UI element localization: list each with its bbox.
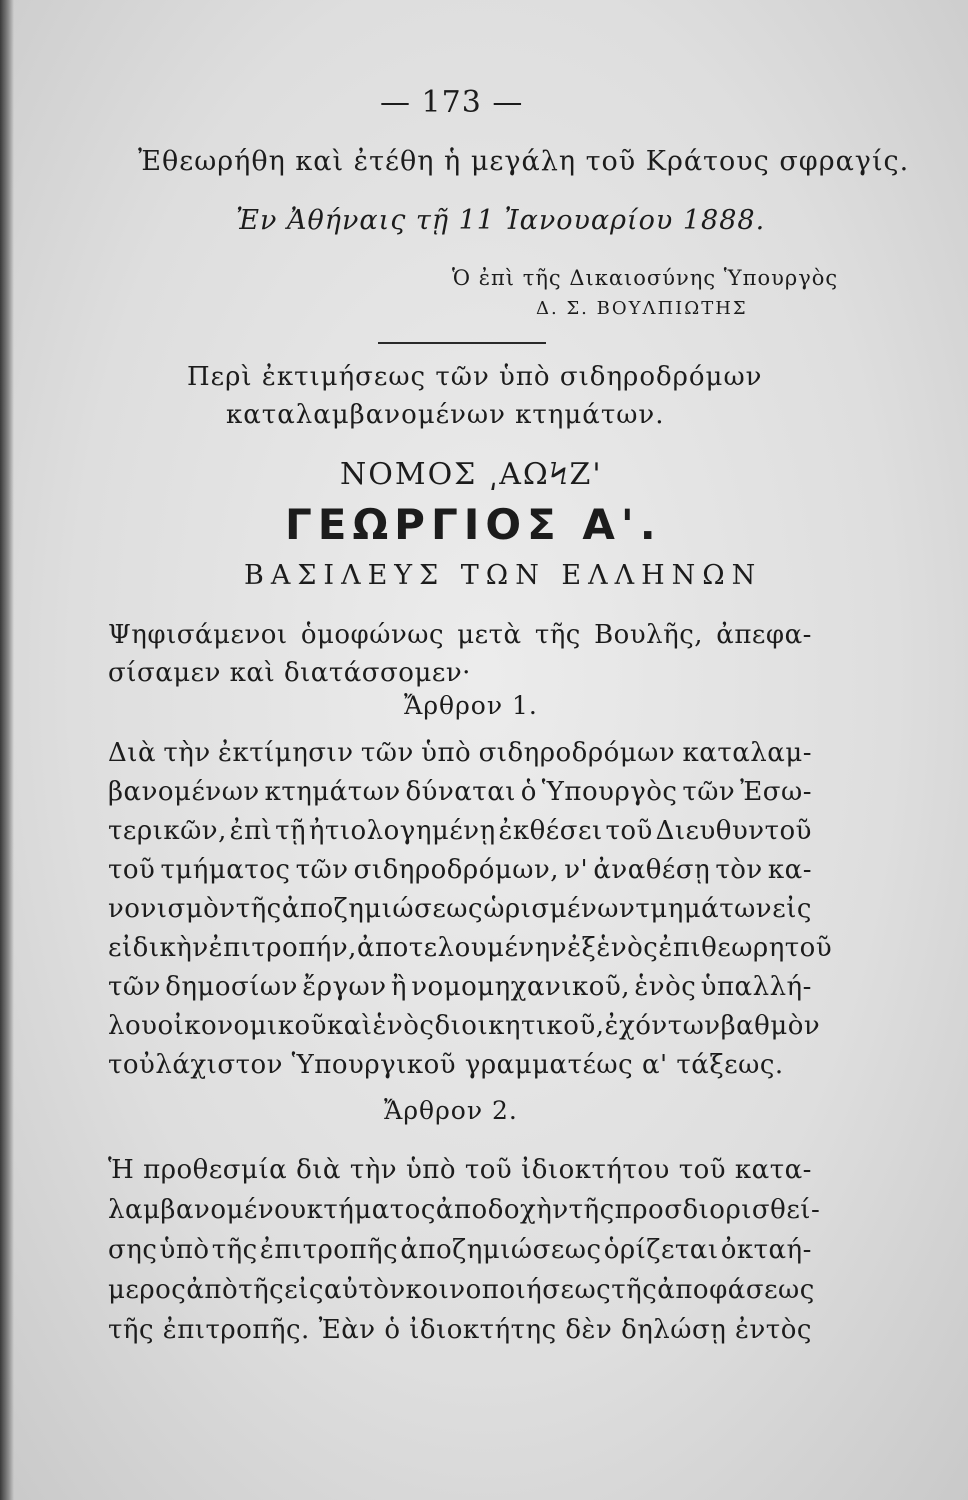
opening-line: Ἐθεωρήθη καὶ ἐτέθη ἡ μεγάλη τοῦ Κράτους σφραγίς. <box>138 146 910 177</box>
body-line: τῆς ἐπιτροπῆς. Ἐὰν ὁ ἰδιοκτήτης δὲν δηλώσῃ ἐντὸς <box>108 1315 812 1345</box>
king-title: ΒΑΣΙΛΕΥΣ ΤΩΝ ΕΛΛΗΝΩΝ <box>244 560 763 591</box>
body-line: λου οἰκονομικοῦ καὶ ἑνὸς διοικητικοῦ, ἐχόντων βαθμὸν <box>108 1011 821 1041</box>
body-line: νονισμὸν τῆς ἀποζημιώσεως ὡρισμένων τμημάτων εἰς <box>108 894 812 924</box>
body-line: τερικῶν, ἐπὶ τῇ ἠτιολογημένῃ ἐκθέσει τοῦ Διευθυντοῦ <box>108 816 812 846</box>
body-line: σης ὑπὸ τῆς ἐπιτροπῆς ἀποζημιώσεως ὁρίζεται ὀκταή- <box>108 1235 812 1265</box>
body-line: εἰδικὴν ἐπιτροπήν, ἀποτελουμένην ἐξ ἑνὸς ἐπιθεωρητοῦ <box>108 933 833 963</box>
body-line: Διὰ τὴν ἐκτίμησιν τῶν ὑπὸ σιδηροδρόμων καταλαμ- <box>108 738 812 768</box>
body-line: βανομένων κτημάτων δύναται ὁ Ὑπουργὸς τῶν Ἐσω- <box>108 777 812 807</box>
subject-line: Περὶ ἐκτιμήσεως τῶν ὑπὸ σιδηροδρόμων <box>187 362 763 392</box>
body-line: τοῦ τμήματος τῶν σιδηροδρόμων, ν' ἀναθέσῃ τὸν κα- <box>108 855 812 885</box>
body-line: τῶν δημοσίων ἔργων ἢ νομομηχανικοῦ, ἑνὸς ὑπαλλή- <box>108 972 812 1002</box>
preamble-line: σίσαμεν καὶ διατάσσομεν· <box>108 658 471 688</box>
place-date-line: Ἐν Ἀθήναις τῇ 11 Ἰανουαρίου 1888. <box>236 205 766 236</box>
preamble-line: Ψηφισάμενοι ὁμοφώνως μετὰ τῆς Βουλῆς, ἀπεφα- <box>108 620 812 650</box>
page-number: — 173 — <box>380 85 524 120</box>
subject-line: καταλαμβανομένων κτημάτων. <box>226 400 665 430</box>
article-2-heading: Ἄρθρον 2. <box>384 1096 518 1125</box>
minister-signature: Δ. Σ. ΒΟΥΛΠΙΩΤΗΣ <box>536 298 748 319</box>
king-name: ΓΕΩΡΓΙΟΣ Α'. <box>285 500 662 549</box>
section-divider <box>378 342 546 344</box>
article-1-heading: Ἄρθρον 1. <box>404 691 538 720</box>
body-line: μερος ἀπὸ τῆς εἰς αὐτὸν κοινοποιήσεως τῆς ἀποφάσεως <box>108 1275 815 1305</box>
minister-title: Ὁ ἐπὶ τῆς Δικαιοσύνης Ὑπουργὸς <box>452 266 839 290</box>
body-line: λαμβανομένου κτήματος ἀποδοχὴν τῆς προσδιορισθεί- <box>108 1195 821 1225</box>
binding-shadow <box>0 0 14 1500</box>
body-line: τοὐλάχιστον Ὑπουργικοῦ γραμματέως α' τάξεως. <box>108 1050 784 1080</box>
body-line: Ἡ προθεσμία διὰ τὴν ὑπὸ τοῦ ἰδιοκτήτου τοῦ κατα- <box>108 1155 812 1185</box>
law-number: ΝΟΜΟΣ ͵ΑΩϞΖ' <box>340 457 603 492</box>
